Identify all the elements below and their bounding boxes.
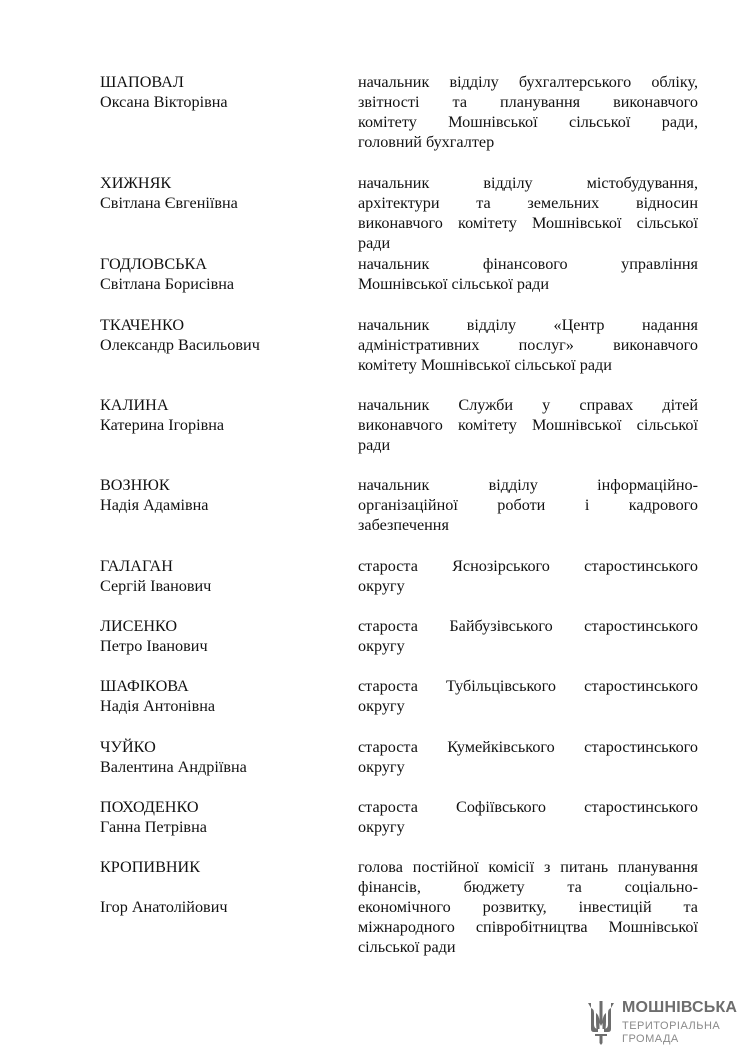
person-name bbox=[100, 72, 340, 112]
given-name: Світлана Борисівна bbox=[100, 275, 235, 293]
surname: ЛИСЕНКО bbox=[100, 617, 178, 635]
surname: КРОПИВНИК bbox=[100, 858, 201, 876]
duty-line: начальник відділу містобудування, bbox=[358, 174, 698, 192]
duty-line: староста Софіївського старостинського bbox=[358, 798, 698, 816]
duty-line: організаційної роботи і кадрового bbox=[358, 496, 698, 514]
duty-line: староста Яснозірського старостинського bbox=[358, 557, 698, 575]
person-name bbox=[100, 254, 340, 294]
person-name bbox=[100, 556, 340, 596]
person-name bbox=[100, 676, 340, 716]
duty-line: фінансів, бюджету та соціально- bbox=[358, 878, 698, 896]
logo-subtitle-line: ГРОМАДА bbox=[622, 1033, 679, 1045]
position-description bbox=[358, 254, 698, 294]
given-name: Надія Адамівна bbox=[100, 496, 209, 514]
duty-line: архітектури та земельних відносин bbox=[358, 194, 698, 212]
given-name: Ігор Анатолійович bbox=[100, 898, 228, 916]
duty-line: ради bbox=[358, 436, 391, 454]
person-name bbox=[100, 395, 340, 435]
position-description bbox=[358, 616, 698, 656]
duty-line: сільської ради bbox=[358, 938, 456, 956]
given-name: Ганна Петрівна bbox=[100, 818, 207, 836]
duty-line: начальник відділу «Центр надання bbox=[358, 316, 698, 334]
person-name bbox=[100, 616, 340, 656]
duty-line: головний бухгалтер bbox=[358, 133, 495, 151]
trident-icon bbox=[586, 999, 616, 1045]
duty-line: староста Тубільцівського старостинського bbox=[358, 677, 698, 695]
community-logo bbox=[586, 998, 736, 1046]
duty-line: округу bbox=[358, 637, 405, 655]
duty-line: округу bbox=[358, 697, 405, 715]
duty-line: міжнародного співробітництва Мошнівської bbox=[358, 918, 698, 936]
logo-title: МОШНІВСЬКА bbox=[622, 999, 738, 1016]
surname: ГАЛАГАН bbox=[100, 557, 173, 575]
surname: ТКАЧЕНКО bbox=[100, 316, 185, 334]
duty-line: округу bbox=[358, 818, 405, 836]
given-name: Світлана Євгеніївна bbox=[100, 194, 238, 212]
given-name: Оксана Вікторівна bbox=[100, 93, 228, 111]
person-name bbox=[100, 315, 340, 355]
position-description bbox=[358, 737, 698, 777]
position-description bbox=[358, 556, 698, 596]
surname: ГОДЛОВСЬКА bbox=[100, 255, 207, 273]
duty-line: начальник Служби у справах дітей bbox=[358, 396, 698, 414]
duty-line: звітності та планування виконавчого bbox=[358, 93, 698, 111]
surname: ШАПОВАЛ bbox=[100, 73, 184, 91]
person-name bbox=[100, 475, 340, 515]
duty-line: економічного розвитку, інвестицій та bbox=[358, 898, 698, 916]
duty-line: Мошнівської сільської ради bbox=[358, 275, 550, 293]
duty-line: забезпечення bbox=[358, 516, 449, 534]
given-name: Сергій Іванович bbox=[100, 577, 212, 595]
duty-line: начальник фінансового управління bbox=[358, 255, 698, 273]
given-name: Петро Іванович bbox=[100, 637, 208, 655]
person-name bbox=[100, 737, 340, 777]
surname: ХИЖНЯК bbox=[100, 174, 172, 192]
given-name: Катерина Ігорівна bbox=[100, 416, 225, 434]
duty-line: начальник відділу бухгалтерського обліку, bbox=[358, 73, 698, 91]
position-description bbox=[358, 797, 698, 837]
given-name: Олександр Васильович bbox=[100, 336, 260, 354]
position-description bbox=[358, 857, 698, 957]
surname: ВОЗНЮК bbox=[100, 476, 170, 494]
given-name: Надія Антонівна bbox=[100, 697, 216, 715]
surname: КАЛИНА bbox=[100, 396, 169, 414]
position-description bbox=[358, 72, 698, 152]
duty-line: комітету Мошнівської сільської ради, bbox=[358, 113, 698, 131]
position-description bbox=[358, 173, 698, 253]
position-description bbox=[358, 475, 698, 535]
duty-line: начальник відділу інформаційно- bbox=[358, 476, 698, 494]
position-description bbox=[358, 315, 698, 375]
surname: ШАФІКОВА bbox=[100, 677, 189, 695]
duty-line: комітету Мошнівської сільської ради bbox=[358, 356, 612, 374]
person-name bbox=[100, 173, 340, 213]
duty-line: виконавчого комітету Мошнівської сільської bbox=[358, 214, 698, 232]
duty-line: округу bbox=[358, 758, 405, 776]
surname: ПОХОДЕНКО bbox=[100, 798, 199, 816]
position-description bbox=[358, 676, 698, 716]
duty-line: ради bbox=[358, 234, 391, 252]
duty-line: голова постійної комісії з питань планування bbox=[358, 858, 698, 876]
person-name bbox=[100, 797, 340, 837]
duty-line: виконавчого комітету Мошнівської сільської bbox=[358, 416, 698, 434]
duty-line: адміністративних послуг» виконавчого bbox=[358, 336, 698, 354]
surname: ЧУЙКО bbox=[100, 738, 156, 756]
logo-subtitle-line: ТЕРИТОРІАЛЬНА bbox=[622, 1020, 721, 1032]
person-name bbox=[100, 857, 340, 917]
position-description bbox=[358, 395, 698, 455]
duty-line: округу bbox=[358, 577, 405, 595]
duty-line: староста Байбузівського старостинського bbox=[358, 617, 698, 635]
given-name: Валентина Андріївна bbox=[100, 758, 247, 776]
duty-line: староста Кумейківського старостинського bbox=[358, 738, 698, 756]
